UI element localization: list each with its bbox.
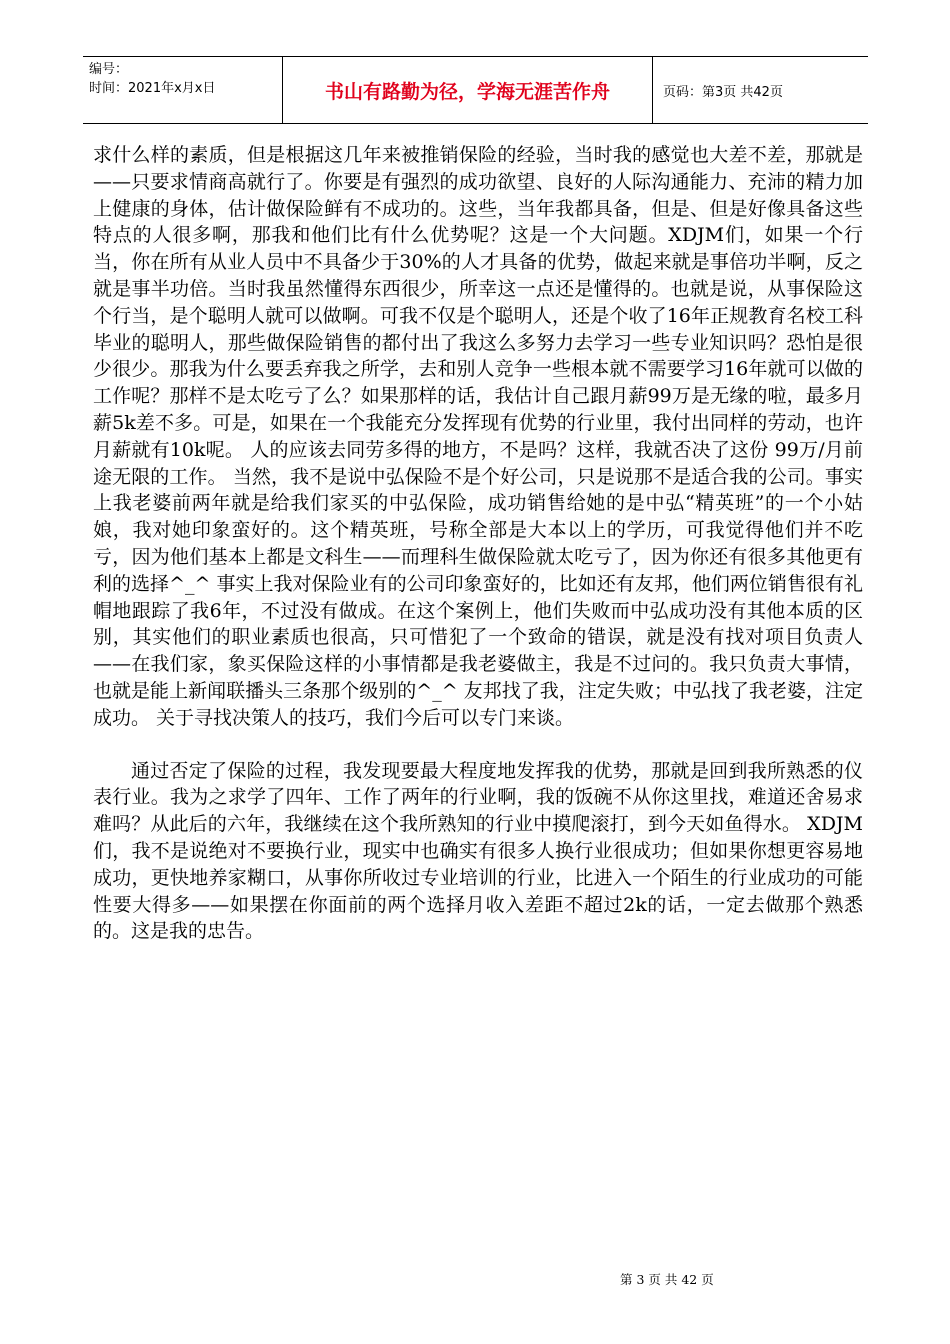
body-paragraph-1: 求什么样的素质，但是根据这几年来被推销保险的经验，当时我的感觉也大差不差，那就是——只要求情商高就行了。你要是有强烈的成功欲望、良好的人际沟通能力、充沛的精力加上健康的身体，估计做保险鲜有不成功的。这些，当年我都具备，但是、但是好像具备这些特点的人很多啊，那我和他们比有什么优势呢？这是一个大问题。XDJM们，如果一个行当，你在所有从业人员中不具备少于30%的人才具备的优势，做起来就是事倍功半啊，反之就是事半功倍。当时我虽然懂得东西很少，所幸这一点还是懂得的。也就是说，从事保险这个行当，是个聪明人就可以做啊。可我不仅是个聪明人，还是个收了16年正规教育名校工科毕业的聪明人，那些做保险销售的都付出了我这么多努力去学习一些专业知识吗？恐怕是很少很少。那我为什么要丢弃我之所学，去和别人竞争一些根本就不需要学习16年就可以做的工作呢？那样不是太吃亏了么？如果那样的话，我估计自己跟月薪99万是无缘的啦，最多月薪5k差不多。可是，如果在一个我能充分发挥现有优势的行业里，我付出同样的劳动，也许月薪就有10k呢。 人的应该去同劳多得的地方，不是吗？这样，我就否决了这份 99万/月前途无限的工作。 当然，我不是说中弘保险不是个好公司，只是说那不是适合我的公司。事实上我老婆前两年就是给我们家买的中弘保险，成功销售给她的是中弘“精英班”的一个小姑娘，我对她印象蛮好的。这个精英班，号称全部是大本以上的学历，可我觉得他们并不吃亏，因为他们基本上都是文科生——而理科生做保险就太吃亏了，因为你还有很多其他更有利的选择^_^ 事实上我对保险业有的公司印象蛮好的，比如还有友邦，他们两位销售很有礼帽地跟踪了我6年，不过没有做成。在这个案例上，他们失败而中弘成功没有其他本质的区别，其实他们的职业素质也很高，只可惜犯了一个致命的错误，就是没有找对项目负责人——在我们家，象买保险这样的小事情都是我老婆做主，我是不过问的。我只负责大事情，也就是能上新闻联播头三条那个级别的^_^ 友邦找了我，注定失败；中弘找了我老婆，注定成功。 关于寻找决策人的技巧，我们今后可以专门来谈。 <box>93 144 863 729</box>
header-page-info: 页码：第3页 共42页 <box>663 84 783 100</box>
header-meta <box>83 57 283 123</box>
document-body <box>93 142 863 945</box>
document-number-label: 编号： <box>89 62 129 77</box>
header-motto: 书山有路勤为径，学海无涯苦作舟 <box>283 57 653 123</box>
page-header <box>83 56 868 124</box>
body-paragraph-2: 通过否定了保险的过程，我发现要最大程度地发挥我的优势，那就是回到我所熟悉的仪表行业。我为之求学了四年、工作了两年的行业啊，我的饭碗不从你这里找，难道还舍易求难吗？从此后的六年，我继续在这个我所熟知的行业中摸爬滚打，到今天如鱼得水。 XDJM们，我不是说绝对不要换行业，现实中也确实有很多人换行业很成功；但如果你想更容易地成功，更快地养家糊口，从事你所收过专业培训的行业，比进入一个陌生的行业成功的可能性要大得多——如果摆在你面前的两个选择月收入差距不超过2k的话，一定去做那个熟悉的。这是我的忠告。 <box>93 759 863 943</box>
document-time: 时间：2021年x月x日 <box>89 81 216 96</box>
page-footer: 第 3 页 共 42 页 <box>620 1272 714 1287</box>
